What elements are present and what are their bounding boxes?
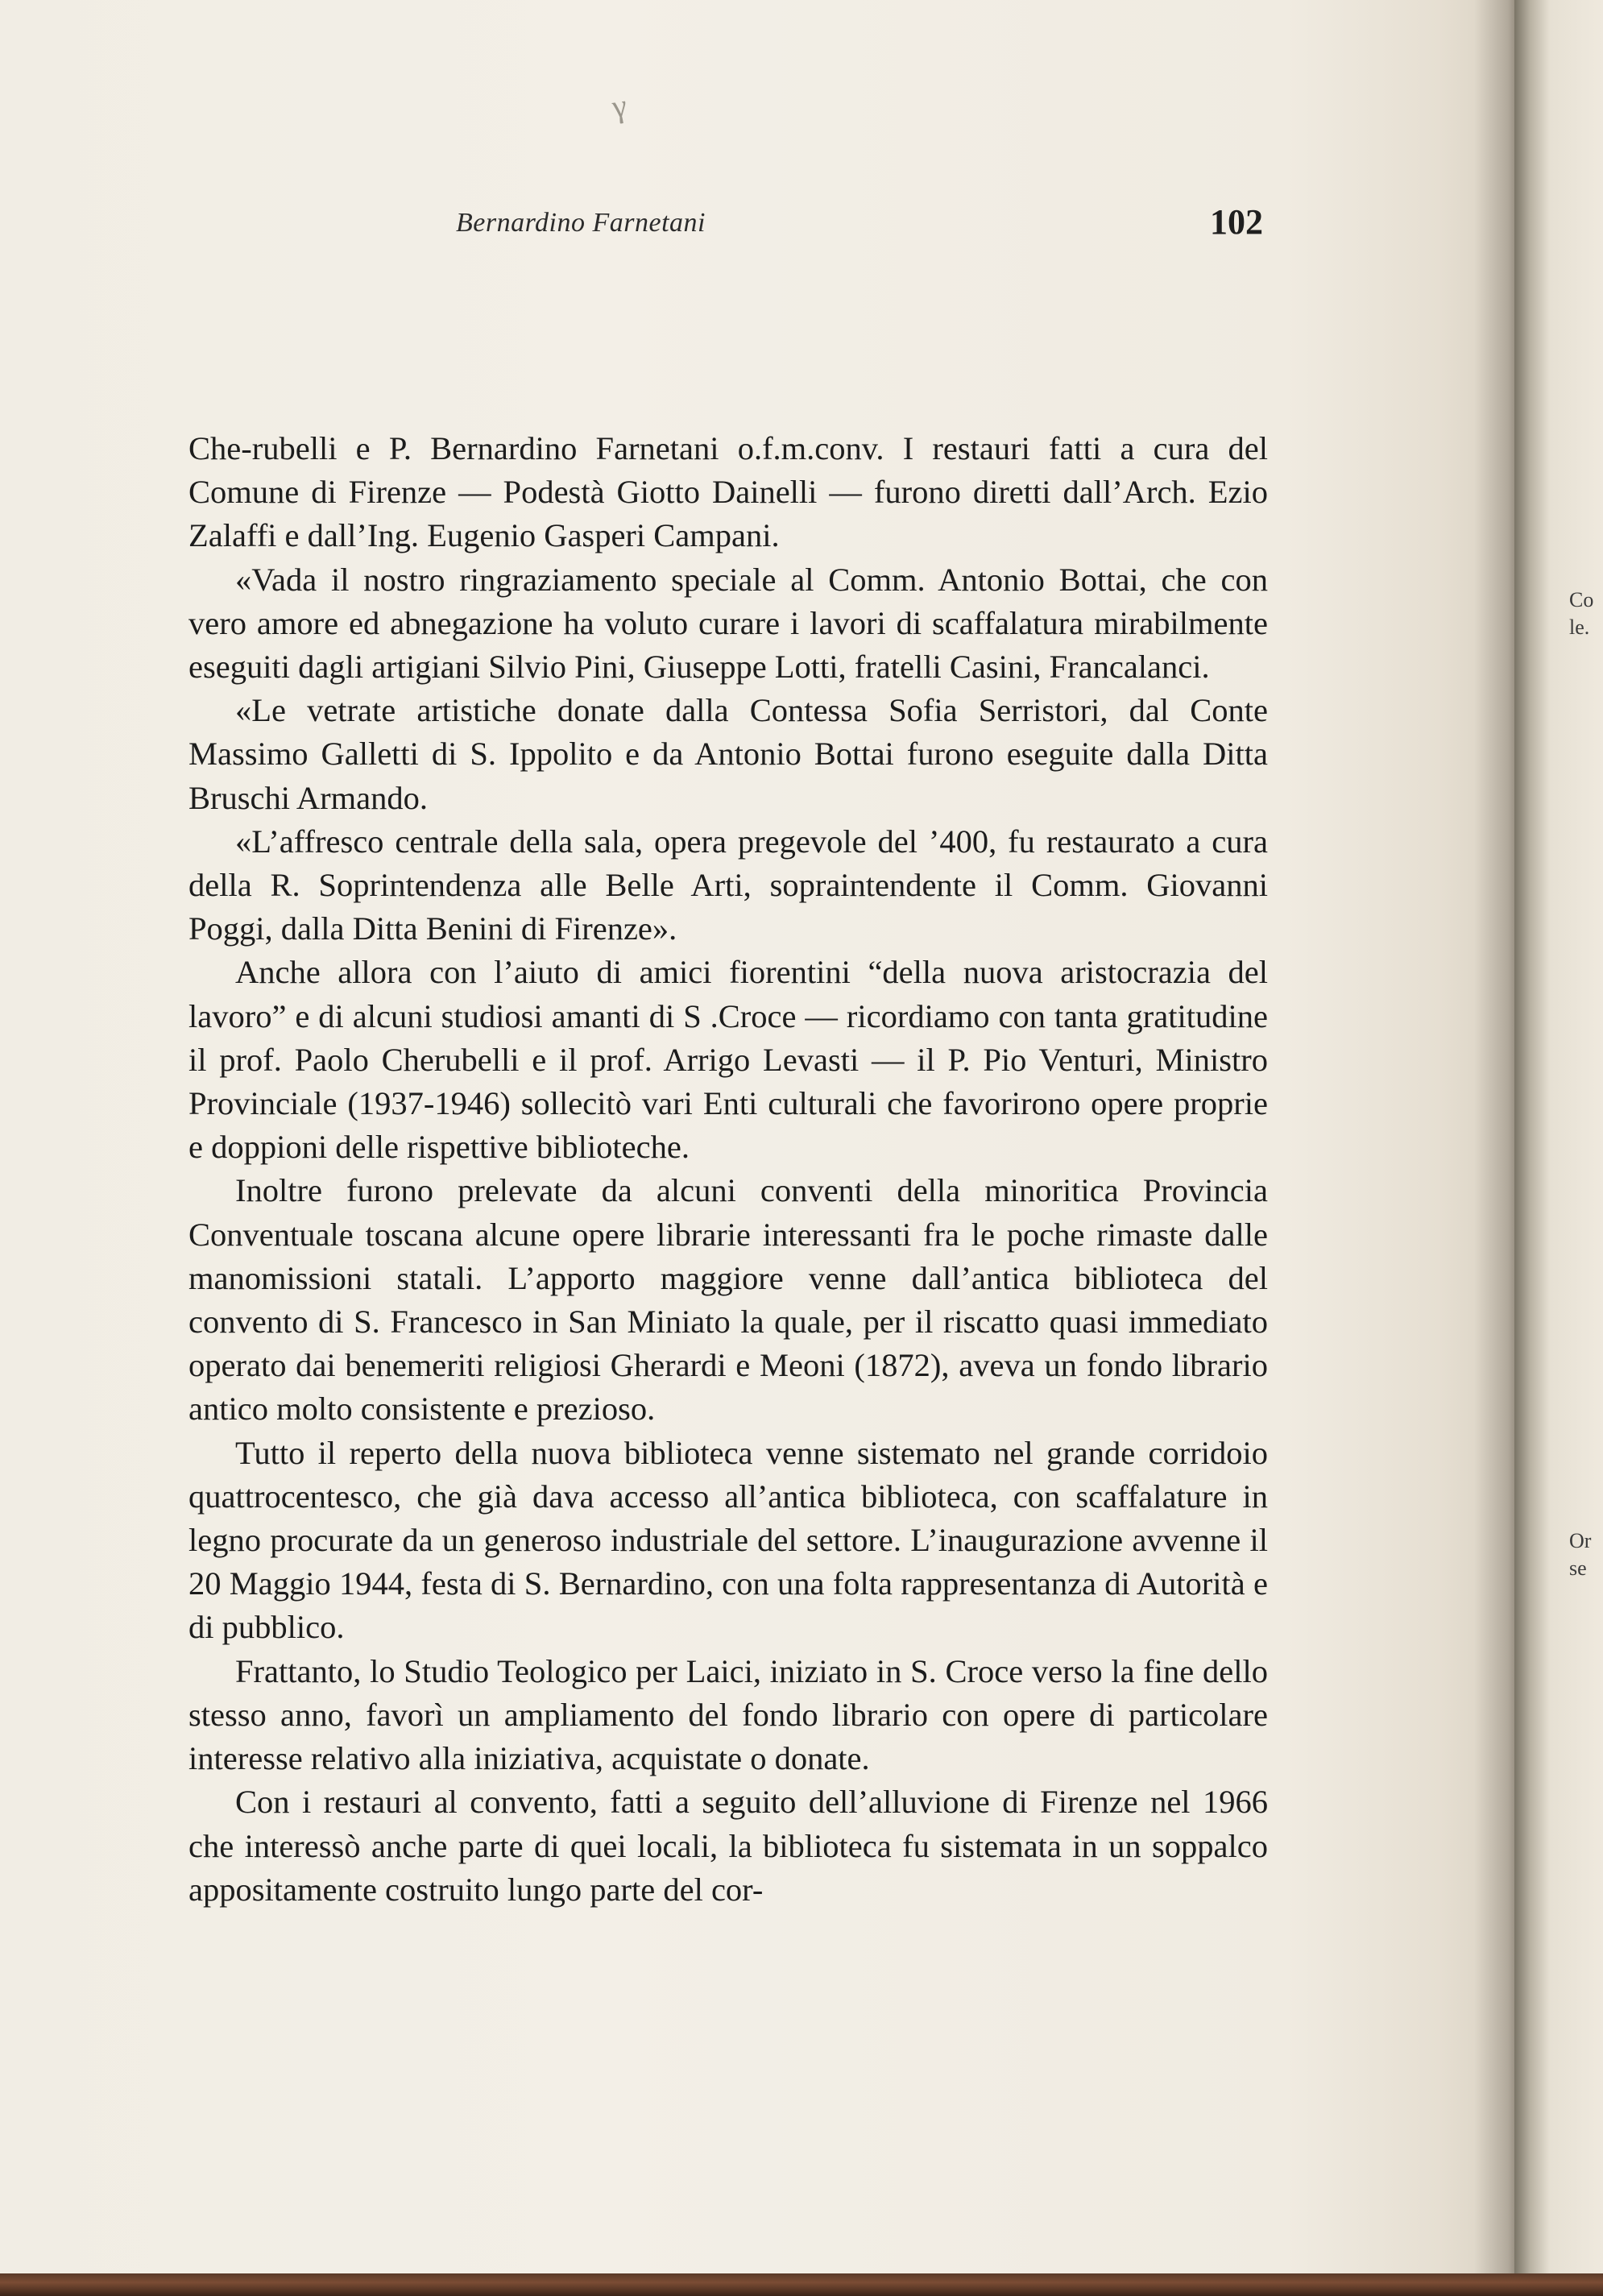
paragraph: «L’affresco centrale della sala, opera pregevole del ’400, fu restaurato a cura della R. Soprintendenza alle Belle Arti, sopraintendente il Comm. Giovanni Poggi, dalla Ditta Benini di Firenze». bbox=[188, 823, 1268, 947]
paragraph: Inoltre furono prelevate da alcuni conventi della minoritica Provincia Conventuale toscana alcune opere librarie interessanti fra le poche rimaste dalle manomissioni statali. L’apporto maggiore venne dall’antica biblioteca del convento di S. Francesco in San Miniato la quale, per il riscatto quasi immediato operato dai benemeriti religiosi Gherardi e Meoni (1872), aveva un fondo librario antico molto consistente e prezioso. bbox=[188, 1172, 1268, 1428]
body-text bbox=[188, 427, 1268, 1912]
facing-page-fragment bbox=[1569, 1527, 1591, 1582]
page-number: 102 bbox=[1210, 202, 1263, 242]
paragraph: Frattanto, lo Studio Teologico per Laici, iniziato in S. Croce verso la fine dello stesso anno, favorì un ampliamento del fondo librario con opere di particolare interesse relativo alla iniziativa, acquistate o donate. bbox=[188, 1652, 1268, 1777]
facing-page-fragment bbox=[1569, 586, 1593, 641]
stray-pen-mark: γ bbox=[609, 86, 629, 126]
paragraph: «Vada il nostro ringraziamento speciale al Comm. Antonio Bottai, che con vero amore ed abnegazione ha voluto curare i lavori di scaffalatura mirabilmente eseguiti dagli artigiani Silvio Pini, Giuseppe Lotti, fratelli Casini, Francalanci. bbox=[188, 561, 1268, 686]
book-edge bbox=[0, 2273, 1603, 2296]
paragraph: Anche allora con l’aiuto di amici fiorentini “della nuova aristocrazia del lavoro” e di alcuni studiosi amanti di S .Croce — ricordiamo con tanta gratitudine il prof. Paolo Cherubelli e il prof. Arrigo Levasti — il P. Pio Venturi, Ministro Provinciale (1937-1946) sollecitò vari Enti culturali che favorirono opere proprie e doppioni delle rispettive biblioteche. bbox=[188, 954, 1268, 1166]
running-head-author: Bernardino Farnetani bbox=[456, 208, 706, 238]
paragraph: Con i restauri al convento, fatti a seguito dell’alluvione di Firenze nel 1966 che interessò anche parte di quei locali, la biblioteca fu sistemata in un soppalco appositamente costruito lungo parte del cor- bbox=[188, 1784, 1268, 1908]
facing-page-line: Or bbox=[1569, 1529, 1592, 1552]
facing-page-line: se bbox=[1569, 1556, 1587, 1580]
paragraph: Che-rubelli e P. Bernardino Farnetani o.f.m.conv. I restauri fatti a cura del Comune di Firenze — Podestà Giotto Dainelli — furono diretti dall’Arch. Ezio Zalaffi e dall’Ing. Eugenio Gasperi Campani. bbox=[188, 430, 1268, 554]
facing-page-line: Co bbox=[1569, 588, 1594, 611]
paragraph: «Le vetrate artistiche donate dalla Contessa Sofia Serristori, dal Conte Massimo Galletti di S. Ippolito e da Antonio Bottai furono eseguite dalla Ditta Bruschi Armando. bbox=[188, 692, 1268, 816]
facing-page bbox=[1514, 0, 1603, 2273]
paragraph: Tutto il reperto della nuova biblioteca venne sistemato nel grande corridoio quattrocentesco, che già dava accesso all’antica biblioteca, con scaffalature in legno procurate da un generoso industriale del settore. L’inaugurazione avvenne il 20 Maggio 1944, festa di S. Bernardino, con una folta rappresentanza di Autorità e di pubblico. bbox=[188, 1434, 1268, 1646]
facing-page-line: le. bbox=[1569, 615, 1590, 639]
